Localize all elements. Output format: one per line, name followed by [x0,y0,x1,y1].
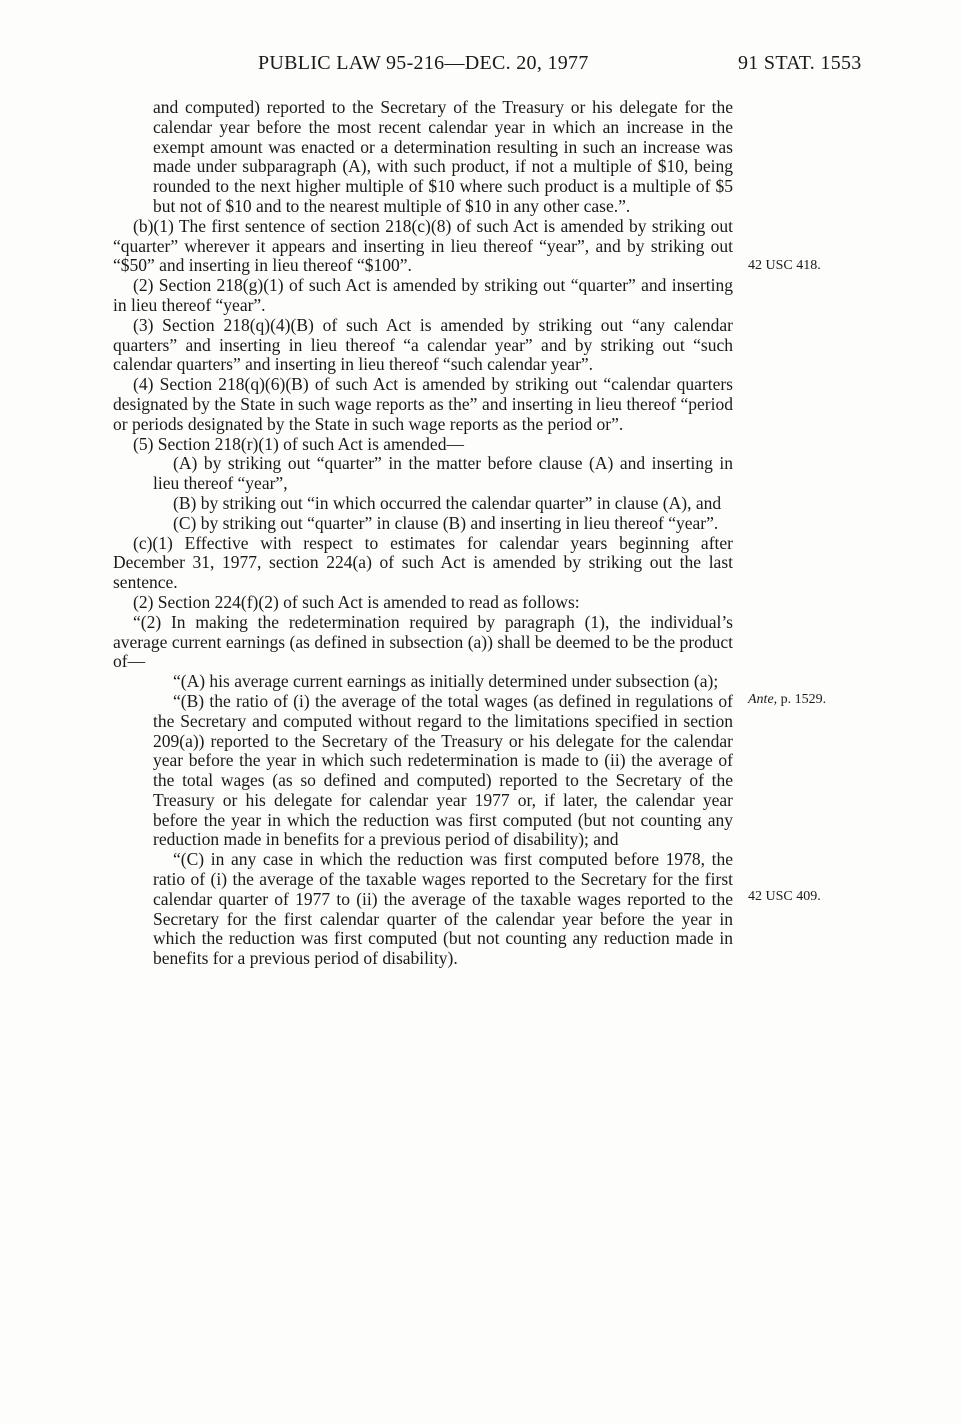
margin-note-ante [748,692,826,708]
paragraph-quoted-b: “(B) the ratio of (i) the average of the total wages (as defined in regulations of the Secretary and computed without regard to the limitations specified in section 209(a)) reported to the Secretary of the Treasury or his delegate for the calendar year before the year in which such redetermination is made to (ii) the average of the total wages (as so defined and computed) reported to the Secretary of the Treasury or his delegate for calendar year 1977 or, if later, the calendar year before the year in which the reduction was first computed (but not counting any reduction made in benefits for a previous period of disability); and [153,690,733,850]
paragraph-b5-c: (C) by striking out “quarter” in clause (B) and inserting in lieu thereof “year”. [173,512,719,533]
margin-note-42-usc-418: 42 USC 418. [748,258,821,273]
paragraph-b3: (3) Section 218(q)(4)(B) of such Act is amended by striking out “any calendar quarters” and inserting in lieu thereof “a calendar year” and by striking out “such calendar quarters” and inserting in lieu thereof “such calendar year”. [113,314,733,375]
running-title: PUBLIC LAW 95-216—DEC. 20, 1977 [258,52,589,74]
margin-note-42-usc-409: 42 USC 409. [748,889,821,904]
law-text-body [113,98,733,969]
paragraph-quoted-a: “(A) his average current earnings as initially determined under subsection (a); [173,671,719,692]
page-header [0,52,962,82]
paragraph-b5-b: (B) by striking out “in which occurred the calendar quarter” in clause (A), and [173,492,722,513]
paragraph-b5-a: (A) by striking out “quarter” in the matter before clause (A) and inserting in lieu thereof “year”, [153,453,733,494]
statute-page-number: 91 STAT. 1553 [738,52,862,74]
paragraph-continuation: and computed) reported to the Secretary of the Treasury or his delegate for the calendar year before the most recent calendar year in which an increase in the exempt amount was enacted or a determination resulting in such an increase was made under subparagraph (A), with such product, if not a multiple of $10, being rounded to the next higher multiple of $10 where such product is a multiple of $5 but not of $10 and to the nearest multiple of $10 in any other case.”. [153,97,733,216]
paragraph-quoted-2: “(2) In making the redetermination required by paragraph (1), the individual’s average current earnings (as defined in subsection (a)) shall be deemed to be the product of— [113,611,733,672]
paragraph-quoted-c: “(C) in any case in which the reduction was first computed before 1978, the ratio of (i) the average of the taxable wages reported to the Secretary for the first calendar quarter of 1977 to (ii) the average of the taxable wages reported to the Secretary for the first calendar quarter of the calendar year before the year in which the reduction was first computed (but not counting any reduction made in benefits for a previous period of disability). [153,849,733,969]
margin-note-ante-page: p. 1529. [777,692,827,707]
paragraph-c2: (2) Section 224(f)(2) of such Act is amended to read as follows: [133,591,580,612]
paragraph-c1: (c)(1) Effective with respect to estimates for calendar years beginning after December 31, 1977, section 224(a) of such Act is amended by striking out the last sentence. [113,532,733,593]
paragraph-b4: (4) Section 218(q)(6)(B) of such Act is amended by striking out “calendar quarters designated by the State in such wage reports as the” and inserting in lieu thereof “period or periods designated by the State in such wage reports as the period or”. [113,374,733,434]
paragraph-b2: (2) Section 218(g)(1) of such Act is amended by striking out “quarter” and inserting in lieu thereof “year”. [113,275,733,315]
paragraph-b1: (b)(1) The first sentence of section 218(c)(8) of such Act is amended by striking out “quarter” wherever it appears and inserting in lieu thereof “year”, and by striking out “$50” and inserting in lieu thereof “$100”. [113,215,733,276]
margin-note-ante-italic: Ante, [748,692,778,707]
paragraph-b5: (5) Section 218(r)(1) of such Act is amended— [133,433,464,454]
